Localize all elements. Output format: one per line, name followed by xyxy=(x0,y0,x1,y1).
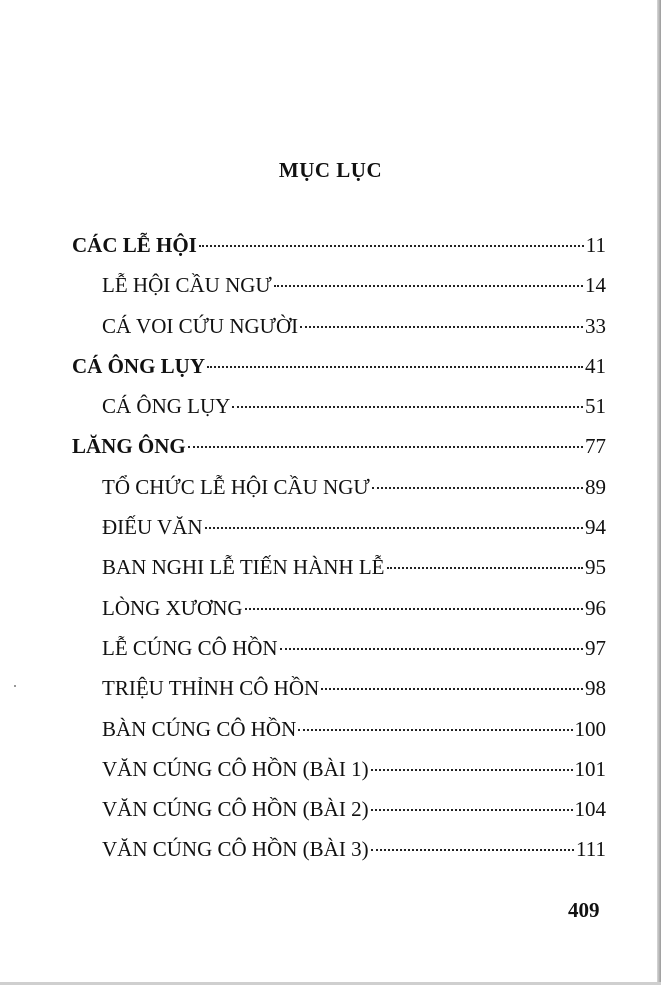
toc-entry-title: LỄ HỘI CẦU NGƯ xyxy=(102,273,272,298)
toc-subentry xyxy=(72,752,606,792)
toc-entry-title: VĂN CÚNG CÔ HỒN (BÀI 1) xyxy=(102,756,369,781)
page-number: 409 xyxy=(568,898,600,922)
toc-entry-page: 89 xyxy=(585,474,606,499)
toc-entry-page: 33 xyxy=(585,313,606,338)
dot-leader xyxy=(371,809,573,811)
dot-leader xyxy=(207,366,583,368)
toc-entry-title: LÒNG XƯƠNG xyxy=(102,595,243,620)
toc-entry-page: 96 xyxy=(585,595,606,620)
toc-entry-title: BAN NGHI LỄ TIẾN HÀNH LỄ xyxy=(102,555,385,580)
toc-subentry xyxy=(72,712,606,752)
toc-subentry xyxy=(72,510,606,550)
toc-entry-page: 100 xyxy=(574,716,606,741)
dot-leader xyxy=(199,245,584,247)
toc-entry-page: 11 xyxy=(585,233,606,257)
dot-leader xyxy=(245,608,583,610)
toc-subentry xyxy=(72,671,606,711)
toc-subentry xyxy=(72,268,606,308)
scan-speck xyxy=(14,685,16,687)
toc-entry-page: 97 xyxy=(585,635,606,660)
toc-entry-title: TỔ CHỨC LỄ HỘI CẦU NGƯ xyxy=(102,474,370,499)
dot-leader xyxy=(371,769,573,771)
toc-entry-page: 94 xyxy=(585,515,606,540)
toc-entry-title: CÁ VOI CỨU NGƯỜI xyxy=(102,313,299,338)
dot-leader xyxy=(280,648,583,650)
toc-entry-title: CÁ ÔNG LỤY xyxy=(102,394,231,419)
toc-entry-page: 14 xyxy=(585,273,606,298)
dot-leader xyxy=(372,487,583,489)
toc-entry-page: 111 xyxy=(576,837,606,862)
table-of-contents xyxy=(72,228,606,873)
toc-entry-title: LỄ CÚNG CÔ HỒN xyxy=(102,635,278,660)
toc-entry-title: TRIỆU THỈNH CÔ HỒN xyxy=(102,676,320,701)
toc-heading: MỤC LỤC xyxy=(278,158,383,182)
dot-leader xyxy=(371,849,574,851)
toc-entry-title: CÁC LỄ HỘI xyxy=(72,233,197,257)
dot-leader xyxy=(188,446,583,448)
toc-entry-title: VĂN CÚNG CÔ HỒN (BÀI 2) xyxy=(102,797,369,822)
toc-entry-title: BÀN CÚNG CÔ HỒN xyxy=(102,716,297,741)
toc-subentry xyxy=(72,792,606,832)
toc-entry-page: 98 xyxy=(585,676,606,701)
dot-leader xyxy=(232,406,583,408)
toc-section-entry xyxy=(72,228,606,268)
dot-leader xyxy=(387,567,584,569)
toc-subentry xyxy=(72,550,606,590)
dot-leader xyxy=(298,729,572,731)
toc-entry-title: ĐIẾU VĂN xyxy=(102,515,203,540)
toc-entry-title: CÁ ÔNG LỤY xyxy=(72,353,206,378)
toc-entry-page: 51 xyxy=(585,394,606,419)
toc-section-entry xyxy=(72,429,606,469)
toc-entry-page: 95 xyxy=(585,555,606,580)
toc-entry-page: 104 xyxy=(574,797,606,822)
toc-subentry xyxy=(72,631,606,671)
dot-leader xyxy=(205,527,583,529)
toc-entry-page: 77 xyxy=(585,434,606,459)
toc-subentry xyxy=(72,591,606,631)
dot-leader xyxy=(321,688,583,690)
toc-entry-page: 101 xyxy=(574,756,606,781)
dot-leader xyxy=(274,285,583,287)
dot-leader xyxy=(300,326,583,328)
toc-entry-page: 41 xyxy=(585,353,606,378)
page-edge-shadow xyxy=(657,0,661,985)
toc-section-entry xyxy=(72,349,606,389)
toc-subentry xyxy=(72,389,606,429)
toc-subentry xyxy=(72,309,606,349)
toc-entry-title: VĂN CÚNG CÔ HỒN (BÀI 3) xyxy=(102,837,369,862)
toc-entry-title: LĂNG ÔNG xyxy=(72,434,186,459)
toc-subentry xyxy=(72,470,606,510)
toc-subentry xyxy=(72,832,606,872)
